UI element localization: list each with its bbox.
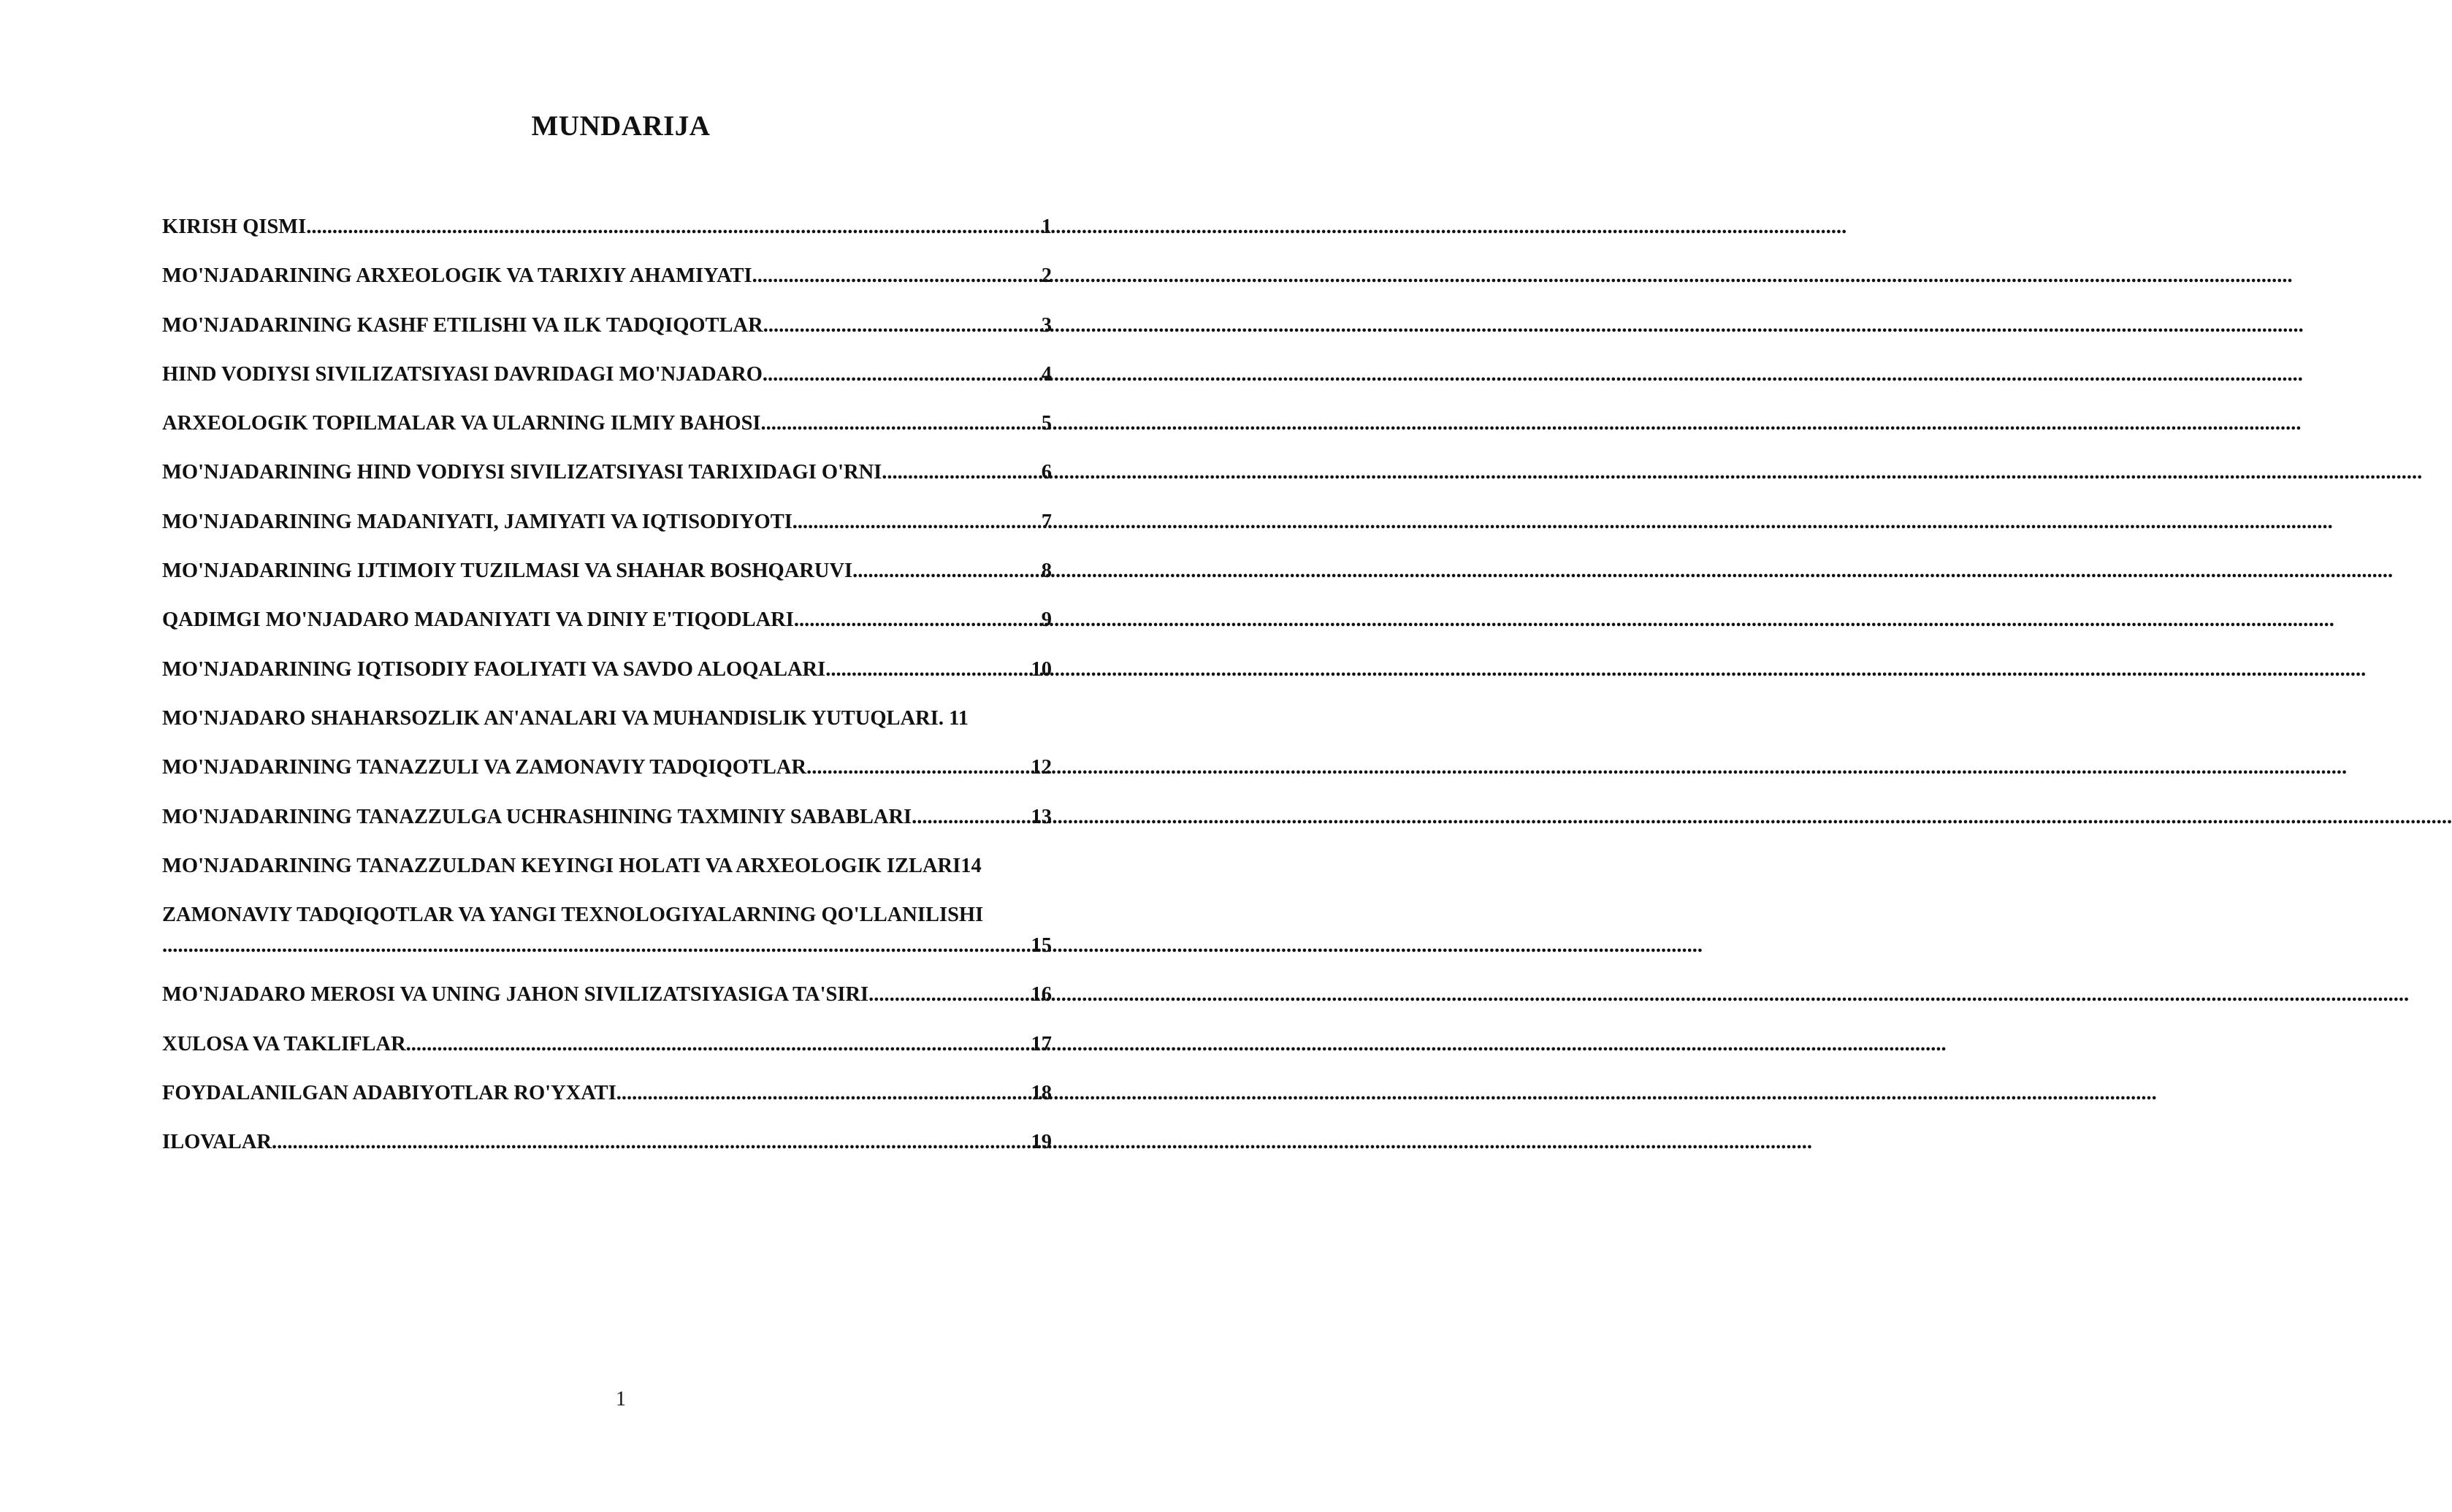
page-title: MUNDARIJA	[531, 110, 711, 142]
toc-entry-label: MO'NJADARINING IJTIMOIY TUZILMASI VA SHAHAR BOSHQARUVI	[162, 560, 853, 583]
toc-entry-page: 4	[1041, 362, 1052, 386]
toc-leader-dots	[912, 802, 1031, 833]
toc-entry-label: MO'NJADARO MEROSI VA UNING JAHON SIVILIZATSIYASIGA TA'SIRI	[162, 983, 869, 1007]
toc-entry-page: 13	[1031, 805, 1052, 828]
toc-entry-label: ZAMONAVIY TADQIQOTLAR VA YANGI TEXNOLOGIYALARNING QO'LLANILISHI	[162, 904, 984, 927]
toc-leader-dots	[306, 212, 1042, 243]
toc-entry-label: MO'NJADARINING KASHF ETILISHI VA ILK TADQIQOTLAR	[162, 313, 763, 337]
toc-leader-dots	[852, 556, 1042, 587]
toc-entry-page: 9	[1041, 608, 1052, 632]
toc-entry[interactable]	[162, 605, 1052, 635]
toc-entry-label: XULOSA VA TAKLIFLAR	[162, 1032, 406, 1055]
toc-entry[interactable]	[162, 980, 1052, 1010]
toc-entry[interactable]	[162, 359, 1052, 390]
toc-entry[interactable]	[162, 507, 1052, 538]
toc-entry-label: MO'NJADARINING TANAZZULGA UCHRASHINING TAXMINIY SABABLARI	[162, 805, 912, 828]
toc-entry-label: MO'NJADARINING IQTISODIY FAOLIYATI VA SAVDO ALOQALARI	[162, 657, 826, 681]
toc-entry-page: 3	[1041, 313, 1052, 337]
toc-entry-label: MO'NJADARINING TANAZZULDAN KEYINGI HOLATI VA ARXEOLOGIK IZLARI	[162, 854, 961, 877]
toc-entry-label: KIRISH QISMI	[162, 215, 307, 238]
toc-leader-dots	[752, 261, 1042, 291]
toc-leader-dots	[272, 1127, 1031, 1158]
toc-entry-label: ARXEOLOGIK TOPILMALAR VA ULARNING ILMIY BAHOSI	[162, 412, 761, 435]
toc-entry[interactable]	[162, 556, 1052, 587]
toc-entry-label: QADIMGI MO'NJADARO MADANIYATI VA DINIY E'TIQODLARI	[162, 608, 794, 632]
toc-entry-label: ILOVALAR	[162, 1131, 272, 1154]
toc-entry[interactable]	[162, 752, 1052, 783]
toc-entry-page: 10	[1031, 657, 1052, 681]
toc-entry-label: MO'NJADARO SHAHARSOZLIK AN'ANALARI VA MUHANDISLIK YUTUQLARI.	[162, 706, 950, 730]
toc-entry[interactable]	[162, 212, 1052, 243]
toc-entry-page: 1	[1041, 215, 1052, 238]
toc-entry[interactable]	[162, 703, 1052, 734]
table-of-contents	[162, 212, 1052, 1177]
toc-entry-page: 7	[1041, 510, 1052, 533]
toc-entry-label: MO'NJADARINING MADANIYATI, JAMIYATI VA IQTISODIYOTI	[162, 510, 792, 533]
toc-entry[interactable]	[162, 654, 1052, 685]
toc-entry[interactable]	[162, 457, 1052, 488]
toc-entry[interactable]	[162, 900, 1052, 961]
toc-entry-page: 2	[1041, 264, 1052, 288]
toc-entry-label: MO'NJADARINING ARXEOLOGIK VA TARIXIY AHAMIYATI	[162, 264, 752, 288]
toc-leader-dots	[794, 605, 1042, 635]
toc-entry-label: MO'NJADARINING TANAZZULI VA ZAMONAVIY TADQIQOTLAR	[162, 756, 807, 779]
toc-leader-dots	[616, 1078, 1031, 1109]
toc-entry[interactable]	[162, 1127, 1052, 1158]
toc-entry-page: 19	[1031, 1131, 1052, 1154]
toc-entry-page: 12	[1031, 756, 1052, 779]
toc-leader-dots	[162, 931, 1031, 961]
toc-entry[interactable]	[162, 310, 1052, 341]
toc-leader-dots	[406, 1029, 1031, 1060]
toc-leader-dots	[763, 359, 1042, 390]
toc-entry-page: 14	[960, 854, 982, 877]
toc-entry[interactable]	[162, 408, 1052, 439]
toc-leader-dots	[792, 507, 1042, 538]
toc-entry[interactable]	[162, 1078, 1052, 1109]
toc-entry-page: 6	[1041, 461, 1052, 484]
toc-entry-page: 5	[1041, 412, 1052, 435]
toc-entry-page: 8	[1041, 560, 1052, 583]
toc-leader-dots	[868, 980, 1031, 1010]
toc-entry-page: 16	[1031, 983, 1052, 1007]
toc-entry[interactable]	[162, 261, 1052, 291]
toc-entry-page: 11	[949, 706, 969, 730]
toc-leader-dots	[806, 752, 1031, 783]
document-page	[0, 0, 1169, 1512]
toc-leader-dots	[882, 457, 1041, 488]
toc-entry[interactable]	[162, 802, 1052, 833]
toc-entry-page: 18	[1031, 1082, 1052, 1105]
toc-leader-dots	[761, 408, 1042, 439]
toc-leader-dots	[763, 310, 1042, 341]
toc-entry-continuation	[162, 931, 1052, 961]
toc-entry-page: 15	[1031, 934, 1052, 958]
toc-entry[interactable]	[162, 1029, 1052, 1060]
toc-entry-label: HIND VODIYSI SIVILIZATSIYASI DAVRIDAGI MO'NJADARO	[162, 362, 763, 386]
toc-leader-dots	[825, 654, 1031, 685]
page-number: 1	[616, 1388, 626, 1410]
toc-entry-label: FOYDALANILGAN ADABIYOTLAR RO'YXATI	[162, 1082, 616, 1105]
toc-entry-page: 17	[1031, 1032, 1052, 1055]
toc-entry-label: MO'NJADARINING HIND VODIYSI SIVILIZATSIYASI TARIXIDAGI O'RNI	[162, 461, 882, 484]
toc-entry[interactable]	[162, 851, 1082, 882]
